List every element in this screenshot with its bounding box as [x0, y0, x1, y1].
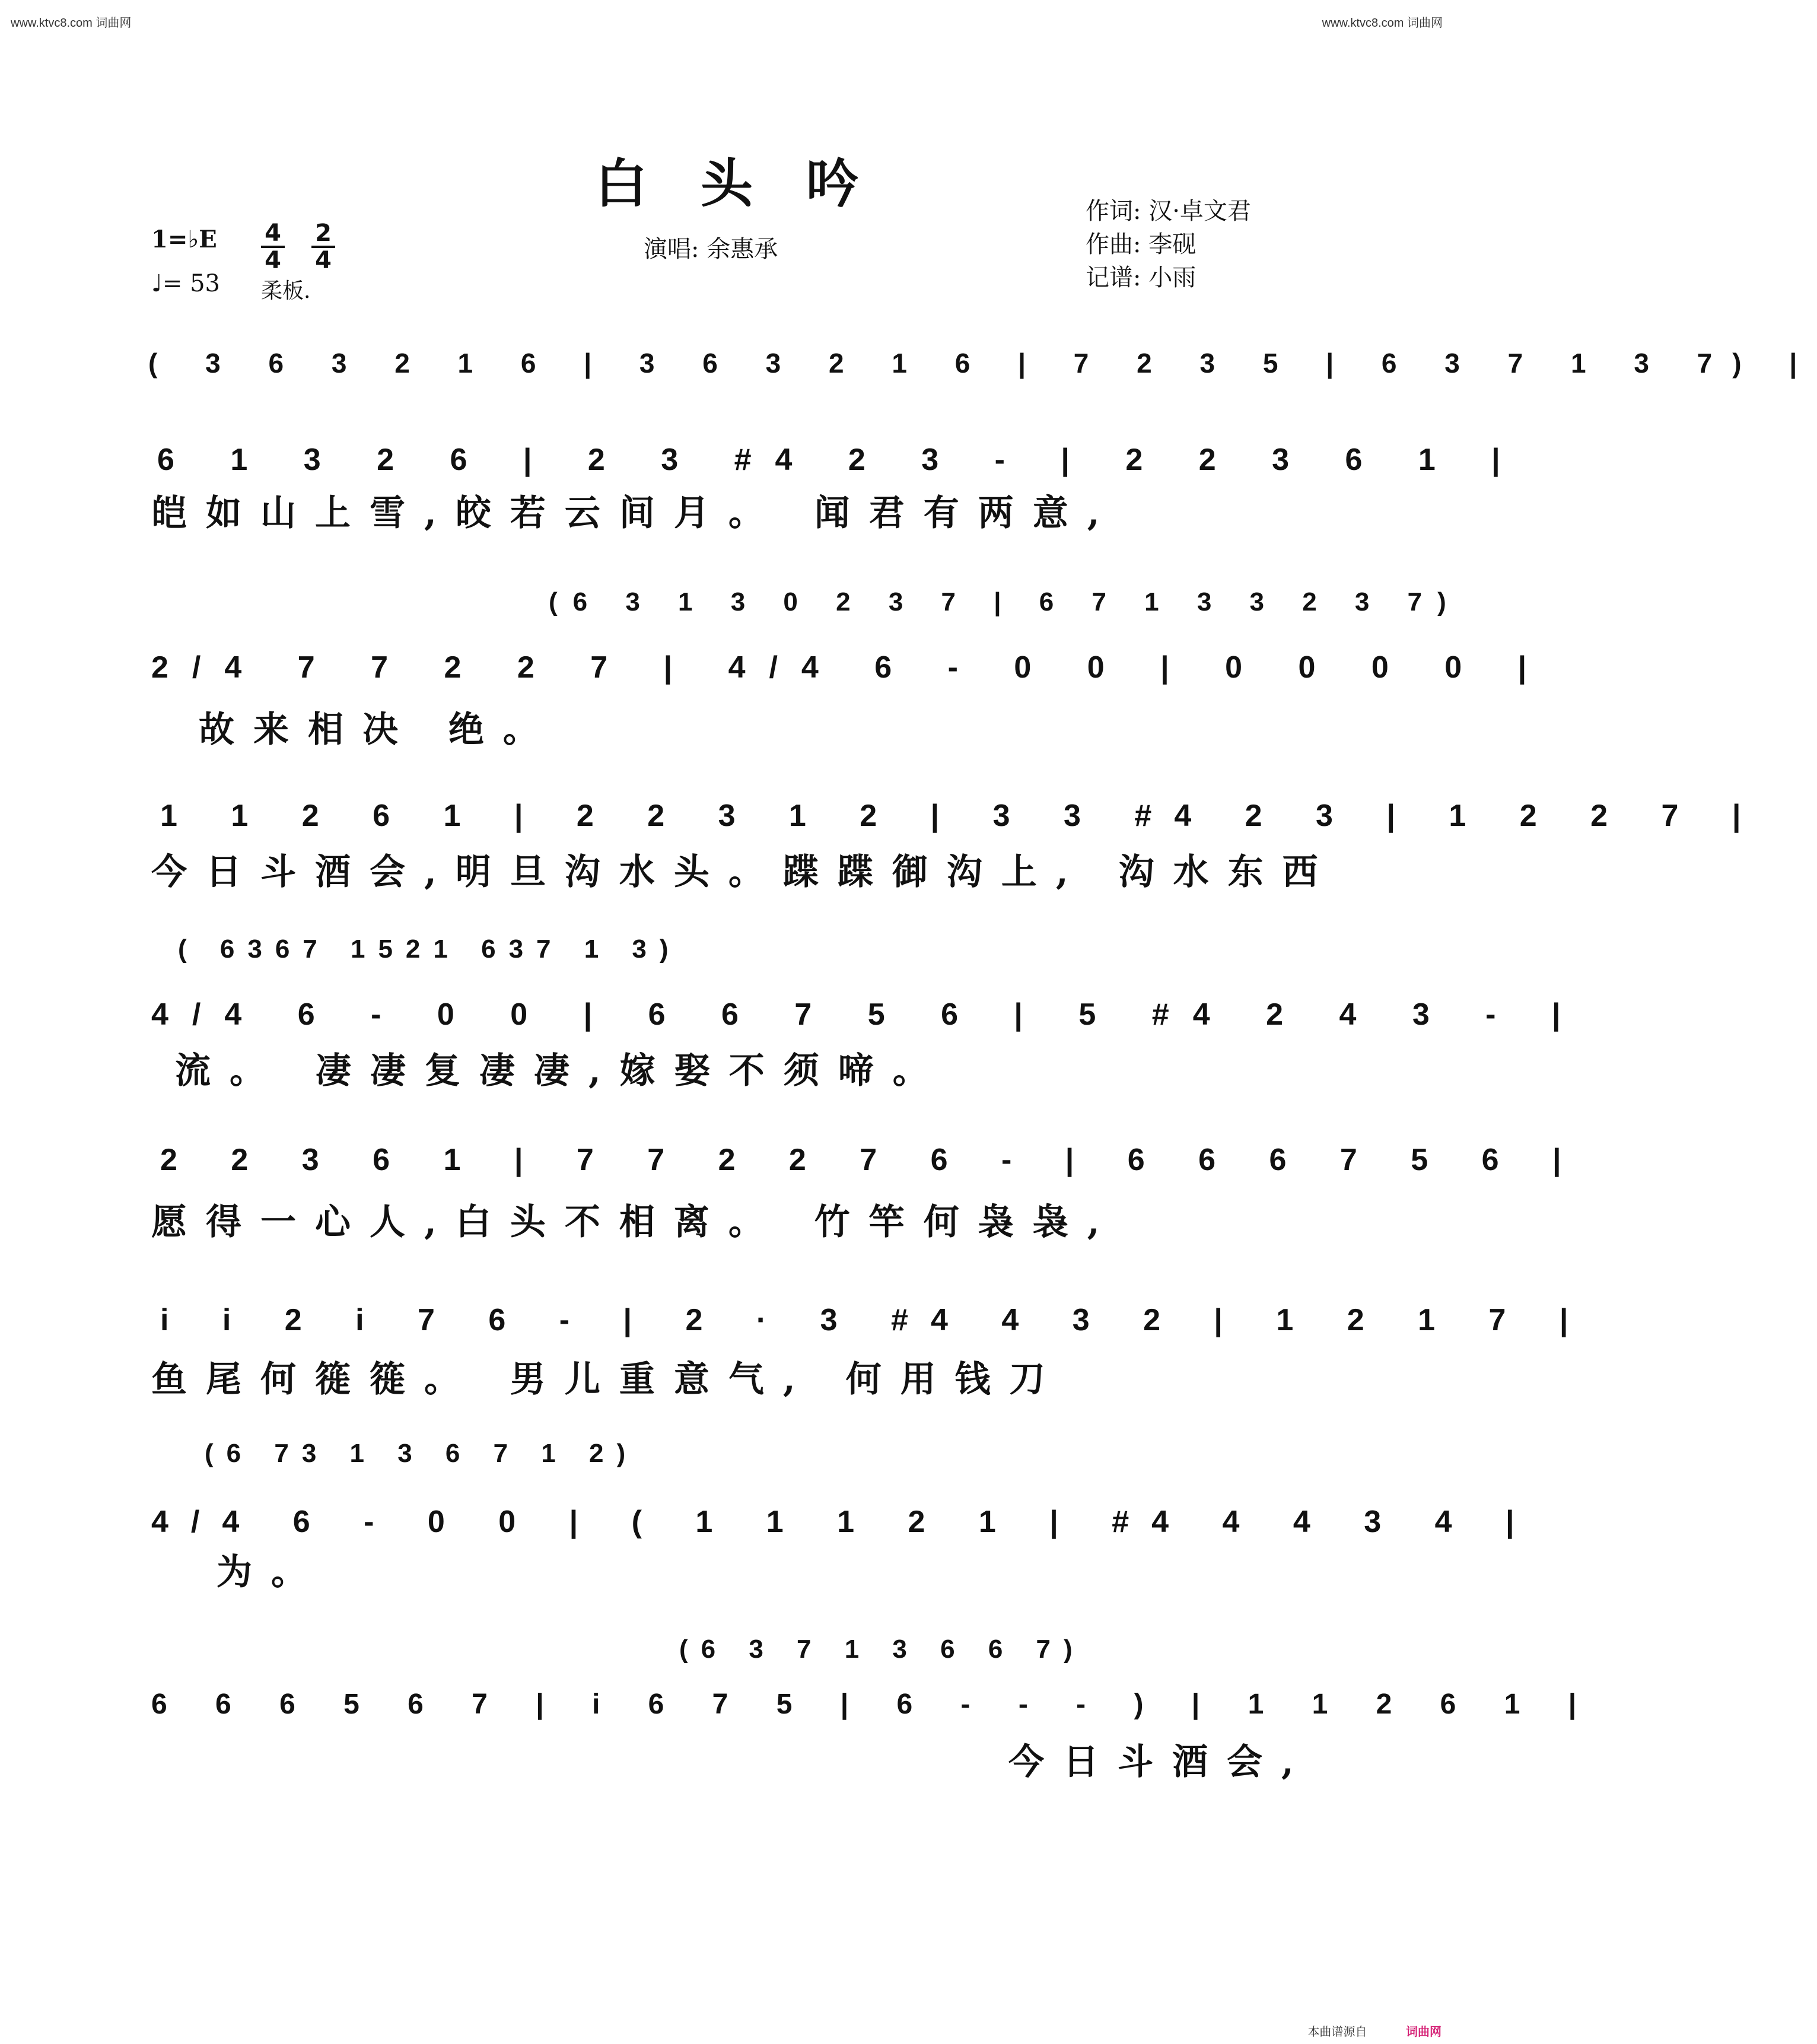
notation-row-1: ( 3 6 3 2 1 6 | 3 6 3 2 1 6 | 7 2 3 5 | 6 3 7 1 3 7) |: [148, 348, 1817, 379]
site-label-right[interactable]: www.ktvc8.com 词曲网: [1322, 17, 1443, 30]
time-signature-4-4: 4 4: [261, 221, 285, 273]
notation-row-6: 2 2 3 6 1 | 7 7 2 2 7 6 - | 6 6 6 7 5 6 |: [160, 1143, 1584, 1177]
lyric-line-4: 流。 凄凄复凄凄,嫁娶不须啼。: [175, 1050, 947, 1092]
credits-block: [1086, 195, 1251, 294]
time-signature-2-4: 2 4: [311, 221, 335, 273]
notation-row-3a: (6 3 1 3 0 2 3 7 | 6 7 1 3 3 2 3 7): [549, 587, 1462, 616]
lyric-line-2: 故来相决 绝。: [199, 709, 558, 751]
composer-credit: 作曲: 李砚: [1086, 231, 1197, 258]
footer-source: [1307, 2022, 1441, 2039]
lyric-line-1: 皑如山上雪,皎若云间月。 闻君有两意,: [151, 492, 1119, 534]
notation-row-2: 6 1 3 2 6 | 2 3 #4 2 3 - | 2 2 3 6 1 |: [157, 443, 1524, 477]
notation-row-8b: 4/4 6 - 0 0 | ( 1 1 1 2 1 | #4 4 4 3 4 |: [151, 1505, 1537, 1539]
lyric-line-6: 鱼尾何簁簁。 男儿重意气, 何用钱刀: [151, 1359, 1064, 1400]
lyric-line-7: 为。: [217, 1552, 326, 1593]
singer-credit: 演唱: 余惠承: [644, 236, 778, 263]
key-signature: 1=♭E: [151, 225, 217, 253]
song-title: 白头吟: [594, 152, 912, 214]
tempo-text: 柔板.: [261, 279, 311, 303]
notation-row-8a: (6 73 1 3 6 7 1 2): [205, 1439, 639, 1468]
notation-row-9b: 6 6 6 5 6 7 | i 6 7 5 | 6 - - - ) | 1 1 2 6 1 |: [151, 1689, 1597, 1720]
site-label-left[interactable]: www.ktvc8.com 词曲网: [11, 17, 132, 30]
lyric-line-5: 愿得一心人,白头不相离。 竹竿何袅袅,: [151, 1201, 1119, 1243]
notation-row-9a: (6 3 7 1 3 6 6 7): [679, 1635, 1086, 1664]
footer-text: 本曲谱源自: [1307, 2026, 1367, 2039]
notation-row-5a: ( 6367 1521 637 1 3): [178, 934, 682, 964]
notation-row-7: i i 2 i 7 6 - | 2 · 3 #4 4 3 2 | 1 2 1 7 |: [160, 1303, 1591, 1337]
notation-row-5b: 4/4 6 - 0 0 | 6 6 7 5 6 | 5 #4 2 4 3 - |: [151, 997, 1584, 1032]
tempo-marking: ♩= 53: [151, 270, 220, 297]
left-watermark-strip: [0, 0, 36, 2044]
footer-brand-link[interactable]: 词曲网: [1406, 2026, 1441, 2039]
lyric-line-3: 今日斗酒会,明旦沟水头。蹀蹀御沟上, 沟水东西: [151, 851, 1337, 893]
notation-row-4: 1 1 2 6 1 | 2 2 3 1 2 | 3 3 #4 2 3 | 1 2 2 7 |: [160, 799, 1764, 833]
transcriber-credit: 记谱: 小雨: [1086, 264, 1197, 291]
lyric-line-8: 今日斗酒会,: [1008, 1741, 1313, 1783]
notation-row-3b: 2/4 7 7 2 2 7 | 4/4 6 - 0 0 | 0 0 0 0 |: [151, 650, 1551, 685]
lyricist-credit: 作词: 汉·卓文君: [1086, 198, 1251, 225]
